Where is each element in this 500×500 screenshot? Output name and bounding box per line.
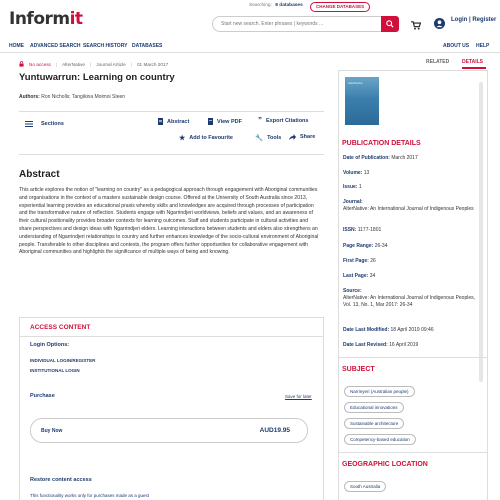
meta-separator: |	[130, 61, 132, 67]
export-citations-button[interactable]	[258, 118, 308, 124]
detail-source	[343, 288, 478, 309]
document-icon	[158, 118, 163, 125]
subject-tag[interactable]: Sustainable architecture	[344, 418, 404, 429]
detail-label: Journal:	[343, 199, 363, 205]
subject-tag[interactable]: Educational innovations	[344, 402, 404, 413]
search-button[interactable]	[381, 16, 399, 32]
geographic-location-heading: GEOGRAPHIC LOCATION	[342, 461, 428, 468]
export-citations-label: Export Citations	[266, 118, 309, 124]
search-icon	[386, 20, 394, 28]
detail-label: Page Range:	[343, 243, 374, 249]
article-toolbar	[19, 111, 324, 155]
nav-databases[interactable]: DATABASES	[132, 43, 163, 49]
tools-button[interactable]	[255, 134, 281, 142]
divider	[338, 357, 488, 358]
article-date: 01 March 2017	[136, 61, 169, 67]
abstract-heading: Abstract	[19, 169, 60, 180]
login-options-label: Login Options:	[30, 342, 70, 348]
user-icon[interactable]	[434, 16, 445, 34]
top-header	[0, 0, 500, 38]
change-databases-button[interactable]: CHANGE DATABASES	[310, 2, 370, 12]
detail-label: First Page:	[343, 258, 369, 264]
subject-tag[interactable]: Competency-based education	[344, 434, 416, 445]
detail-label: Volume:	[343, 170, 363, 176]
detail-value: 13	[363, 170, 370, 176]
nav-search-history[interactable]: SEARCH HISTORY	[83, 43, 128, 49]
cart-icon[interactable]	[411, 17, 421, 35]
location-tag[interactable]: South Australia	[344, 481, 386, 492]
detail-value: 16 April 2019	[389, 342, 419, 348]
detail-first-page	[343, 258, 376, 265]
sidebar-tabs	[338, 57, 486, 69]
searching-info	[249, 3, 303, 8]
abstract-button[interactable]	[158, 118, 189, 125]
nav-help[interactable]: HELP	[476, 43, 490, 49]
logo-accent-text: it	[69, 9, 83, 29]
star-icon: ★	[179, 135, 186, 142]
detail-value: March 2017	[391, 155, 418, 161]
detail-label: ISSN:	[343, 227, 357, 233]
abstract-text: This article explores the notion of "learning on country" as a pedagogical approach through engagement with Aboriginal communities and organisations in the context of a masters sustainable design course. Offered at the University of South Australia since 2013, experiential learning provides an educational praxis whereby skills and knowledges are acquired through processes of participation and the transformative nature of reflection. Students engage with Ngarrindjeri worldviews, beliefs and values, and an awareness of their cultural positionality provides broader contexts for learning outcomes. Staff and students participate in cultural activities and share perspectives and design ideas with Ngarrindjeri elders. Learning interactions between students and elders also strengthens an understanding of Ngarrindjeri relationships to country and further enhances knowledge of the socio-cultural environment of Aboriginal people. Transferable to other disciplines and contexts, the program offers further opportunities for collaborative engagement with Aboriginal communities and highlights the significance of multiple ways of being and knowing.	[19, 187, 319, 256]
cover-title: AlterNative	[348, 81, 363, 85]
login-register-link[interactable]: Login | Register	[451, 17, 497, 23]
subject-heading: SUBJECT	[342, 366, 375, 373]
individual-login-link[interactable]: INDIVIDUAL LOGIN/REGISTER	[30, 358, 96, 363]
menu-icon	[25, 121, 33, 127]
price: AUD19.95	[259, 427, 290, 434]
authors-label: Authors:	[19, 94, 40, 100]
detail-label: Date of Publication:	[343, 155, 390, 161]
sidebar-scrollbar[interactable]	[479, 82, 483, 382]
access-status: No access	[29, 61, 51, 67]
sections-button[interactable]	[25, 121, 64, 127]
authors-list[interactable]: Ron Nicholls; Tangikina Moimoi Steen	[41, 94, 126, 100]
pdf-icon	[208, 118, 213, 125]
detail-value: AlterNative: An International Journal of Indigenous Peoples, Vol. 13, No. 1, Mar 2017: 26-34	[343, 295, 476, 308]
add-favourite-label: Add to Favourite	[189, 135, 233, 141]
divider	[20, 336, 323, 337]
nav-advanced-search[interactable]: ADVANCED SEARCH	[30, 43, 81, 49]
restore-access-note: This functionality works only for purchases made as a guest	[30, 493, 150, 498]
detail-date-last-revised	[343, 342, 418, 349]
detail-date-last-modified	[343, 327, 434, 334]
detail-value: 26	[370, 258, 376, 264]
detail-value: 18 April 2019 09:46	[390, 327, 434, 333]
authors	[19, 94, 125, 100]
database-count: 8 databases	[275, 3, 303, 8]
article-type: Journal Article	[96, 61, 126, 67]
tab-related[interactable]: RELATED	[426, 59, 450, 65]
restore-access-label[interactable]: Restore content access	[30, 477, 92, 483]
access-heading: ACCESS CONTENT	[30, 324, 91, 331]
detail-issue	[343, 184, 362, 191]
share-icon	[289, 134, 296, 140]
add-favourite-button[interactable]	[179, 134, 233, 142]
detail-journal	[343, 199, 478, 213]
active-tab-indicator	[462, 67, 486, 69]
purchase-label: Purchase	[30, 393, 55, 399]
search-input[interactable]	[212, 16, 382, 32]
lock-icon	[19, 61, 24, 67]
tools-label: Tools	[267, 135, 282, 141]
view-pdf-label: View PDF	[217, 118, 242, 125]
institutional-login-link[interactable]: INSTITUTIONAL LOGIN	[30, 368, 80, 373]
detail-issn	[343, 227, 381, 234]
detail-page-range	[343, 243, 387, 250]
article-title: Yuntuwarrun: Learning on country	[19, 72, 175, 83]
main-nav	[0, 38, 500, 53]
logo-main-text: Inform	[9, 9, 70, 29]
view-pdf-button[interactable]	[208, 118, 242, 125]
detail-volume	[343, 170, 369, 177]
detail-label: Source:	[343, 288, 362, 294]
quote-icon: ”	[258, 116, 262, 125]
sections-label: Sections	[41, 121, 64, 127]
subject-tag[interactable]: Narrinyeri (Australian people)	[344, 386, 415, 397]
detail-label: Last Page:	[343, 273, 369, 279]
detail-date-of-publication	[343, 155, 418, 162]
detail-value: 34	[369, 273, 376, 279]
buy-now-label: Buy Now	[41, 428, 63, 434]
share-button[interactable]	[289, 134, 315, 140]
article-meta	[19, 61, 168, 67]
detail-value[interactable]: AlterNative: An International Journal of Indigenous Peoples	[343, 206, 474, 212]
nav-about-us[interactable]: ABOUT US	[443, 43, 470, 49]
journal-cover-image	[345, 77, 379, 125]
searching-label: Searching:	[249, 3, 272, 8]
detail-label: Date Last Modified:	[343, 327, 390, 333]
save-for-later-link[interactable]: Save for later	[285, 394, 312, 399]
divider	[338, 452, 488, 453]
detail-label: Issue:	[343, 184, 358, 190]
publication-name[interactable]: AlterNative	[62, 61, 86, 67]
buy-now-button[interactable]	[30, 418, 308, 443]
publication-details-heading: PUBLICATION DETAILS	[342, 140, 421, 147]
wrench-icon: 🔧	[255, 135, 264, 142]
detail-value: 26-34	[374, 243, 388, 249]
nav-home[interactable]: HOME	[9, 43, 24, 49]
detail-value: 1	[358, 184, 362, 190]
detail-label: Date Last Revised:	[343, 342, 388, 348]
detail-value: 1177-1801	[357, 227, 382, 233]
tab-details[interactable]: DETAILS	[462, 59, 484, 65]
detail-last-page	[343, 273, 375, 280]
informit-logo[interactable]	[9, 9, 83, 29]
access-content-panel	[19, 317, 324, 500]
meta-separator: |	[55, 61, 58, 67]
abstract-label: Abstract	[167, 118, 190, 125]
share-label: Share	[300, 134, 316, 140]
meta-separator: |	[90, 61, 92, 67]
